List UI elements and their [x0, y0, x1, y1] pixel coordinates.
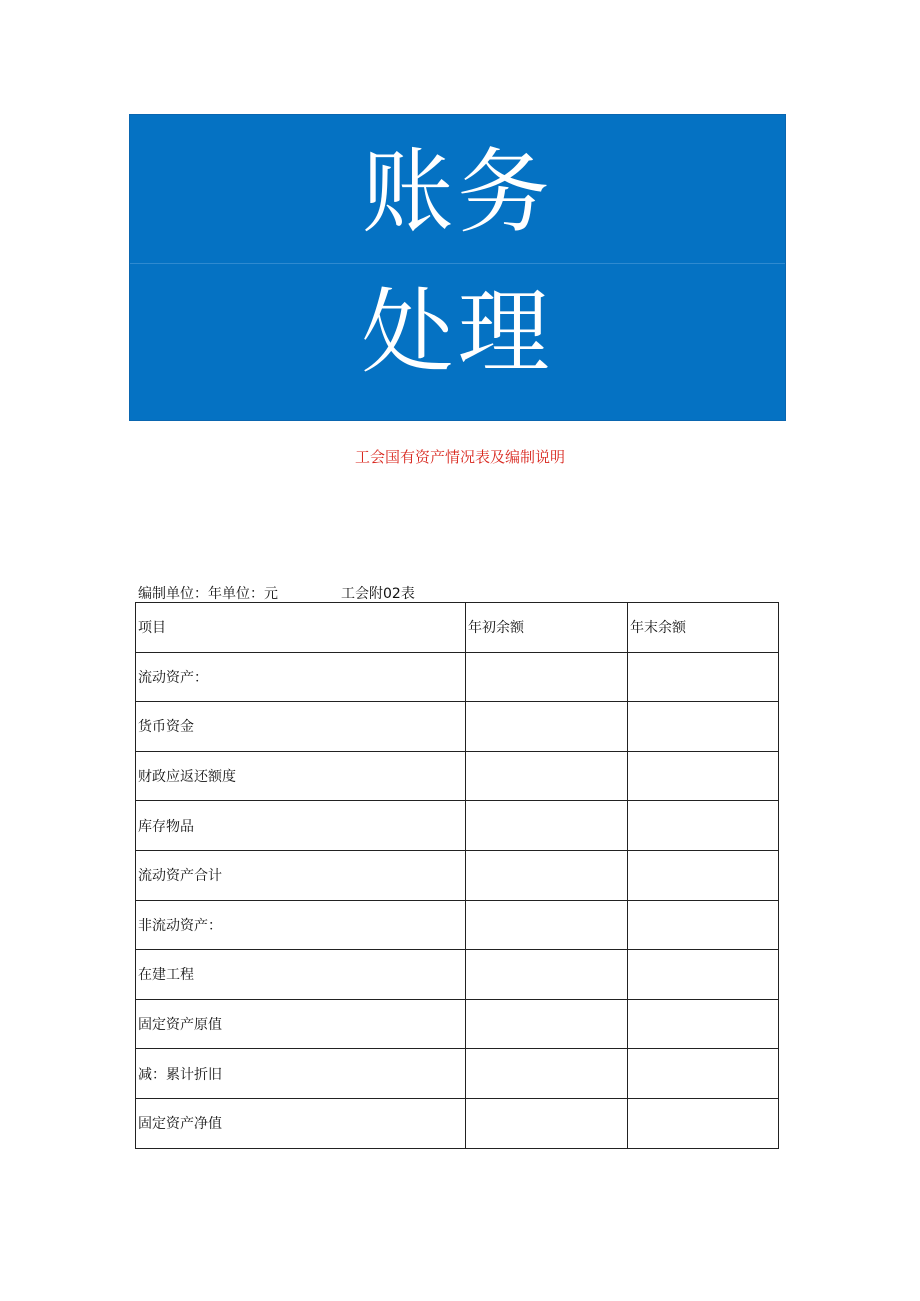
banner-title-line2: 处理: [361, 279, 554, 386]
row-begin-balance-cell: [466, 900, 628, 950]
row-end-balance-cell: [628, 950, 779, 1000]
header-begin-balance: 年初余额: [466, 603, 628, 653]
table-row: [136, 1049, 779, 1099]
row-item-cell: 流动资产：: [136, 652, 466, 702]
row-item-cell: 在建工程: [136, 950, 466, 1000]
row-end-balance-cell: [628, 999, 779, 1049]
table-row: [136, 801, 779, 851]
row-item-cell: 固定资产净值: [136, 1098, 466, 1148]
unit-line: [138, 583, 415, 603]
row-end-balance-cell: [628, 900, 779, 950]
row-begin-balance-cell: [466, 999, 628, 1049]
table-row: [136, 1098, 779, 1148]
table-header-row: [136, 603, 779, 653]
row-end-balance-cell: [628, 702, 779, 752]
row-item-cell: 财政应返还额度: [136, 751, 466, 801]
row-begin-balance-cell: [466, 751, 628, 801]
row-item-cell: 非流动资产：: [136, 900, 466, 950]
row-begin-balance-cell: [466, 652, 628, 702]
table-row: [136, 950, 779, 1000]
header-end-balance: 年末余额: [628, 603, 779, 653]
row-begin-balance-cell: [466, 1098, 628, 1148]
table-row: [136, 652, 779, 702]
table-row: [136, 702, 779, 752]
header-item: 项目: [136, 603, 466, 653]
banner-title-line1: 账务: [361, 139, 554, 246]
row-item-cell: 流动资产合计: [136, 850, 466, 900]
table-row: [136, 850, 779, 900]
row-end-balance-cell: [628, 850, 779, 900]
row-item-cell: 固定资产原值: [136, 999, 466, 1049]
row-begin-balance-cell: [466, 1049, 628, 1099]
row-begin-balance-cell: [466, 850, 628, 900]
table-row: [136, 999, 779, 1049]
row-item-cell: 货币资金: [136, 702, 466, 752]
row-begin-balance-cell: [466, 950, 628, 1000]
unit-label: 编制单位：年单位：元: [138, 586, 278, 602]
row-end-balance-cell: [628, 801, 779, 851]
banner-divider: [130, 263, 785, 264]
row-end-balance-cell: [628, 652, 779, 702]
table-row: [136, 751, 779, 801]
row-item-cell: 库存物品: [136, 801, 466, 851]
title-banner: [129, 114, 786, 421]
row-item-cell: 减：累计折旧: [136, 1049, 466, 1099]
row-end-balance-cell: [628, 751, 779, 801]
document-subtitle: 工会国有资产情况表及编制说明: [354, 448, 565, 466]
table-row: [136, 900, 779, 950]
row-begin-balance-cell: [466, 801, 628, 851]
row-end-balance-cell: [628, 1098, 779, 1148]
form-number: 工会附02表: [341, 586, 415, 602]
row-begin-balance-cell: [466, 702, 628, 752]
asset-table: [135, 602, 779, 1149]
row-end-balance-cell: [628, 1049, 779, 1099]
